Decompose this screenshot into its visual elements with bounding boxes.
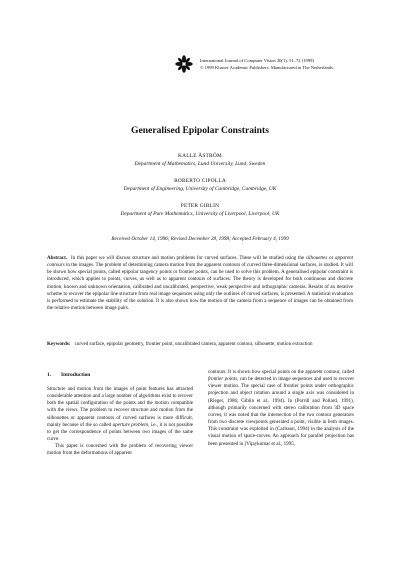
body-text: , i.e., it is not possible to get the correspondence of points between two images of the same curve. [47, 421, 193, 443]
abstract-text-1: In this paper we will discuss structure and motion problems for curved surfaces. These will be studied using the [71, 255, 306, 261]
body-column-left [47, 386, 193, 458]
author-name-3: PETER GIBLIN [180, 203, 220, 209]
author-name-1: KALLE ÅSTRÖM [178, 153, 222, 159]
journal-copyright: © 1999 Kluwer Academic Publishers. Manufactured in The Netherlands. [200, 64, 335, 70]
journal-header [200, 58, 334, 71]
section-number: 1. [47, 372, 52, 378]
author-affiliation-1: Department of Mathematics, Lund University, Lund, Sweden [134, 161, 266, 167]
kluwer-flower-icon [175, 55, 193, 73]
keywords-text: curved surface, epipolar geometry, frontier point, uncalibrated camera, apparent contour, silhouette, motion extraction [74, 341, 313, 347]
section-heading [47, 372, 90, 378]
author-affiliation-3: Department of Pure Mathematics, University of Liverpool, Liverpool, UK [120, 211, 280, 217]
author-name-2: ROBERTO CIPOLLA [174, 178, 226, 184]
abstract-label: Abstract. [47, 255, 68, 261]
body-text: Structure and motion from the images of point features has attracted considerable attention and a large number of algorithms exist to recover both the spatial configuration of the points and the motion compatible with the views. The problem to recover structure and motion from the silhouettes or apparent contours of curved surfaces is more difficult, mainly because of the so called [47, 386, 193, 428]
abstract-emphasis-silhouettes: silhouettes [305, 255, 328, 261]
body-text: contours. It is shown how special points on the apparent contour, called [208, 369, 354, 375]
body-text: , can be detected in image sequences and used to recover viewer motion. The special case of frontier points under orthographic projection and object rotation around a single axis was considered in (Rieger, 1986; Giblin et al., 1994). In (Porrill and Pollard, 1991), although primarily concerned with stereo calibration from 3D space curves, it was noted that the intersection of the two contour generators from two discrete viewpoints generated a point, visible in both images. This constraint was exploited in (Carlsson, 1994) in the analysis of the visual motion of space-curves. An approach for parallel projection has been presented in (Vijaykumar et al., 1995, [208, 376, 355, 447]
body-paragraph [208, 369, 354, 448]
abstract-emphasis-apparent-contours: apparent contours [47, 255, 353, 269]
body-text: This paper is concerned with the problem of recovering viewer motion from the deformations of apparent [47, 443, 193, 457]
abstract-text-2: or [327, 255, 335, 261]
body-emphasis-aperture-problem: aperture problem [112, 421, 148, 428]
keywords [47, 341, 353, 348]
abstract-text-3: in the images. The problem of determining camera motion from the apparent contours of curved three-dimensional surfaces, is studied. It will be shown how special points, called epipolar tangency points or frontier points, can be used to solve this problem. A generalised epipolar constraint is introduced, which applies to points, curves, as well as to apparent contours of surfaces. The theory is developed for both continuous and discrete motion, known and unknown orientation, calibrated and uncalibrated, perspective, weak perspective and orthographic cameras. Results of an iterative scheme to recover the epipolar line structure from real image sequences using only the outlines of curved surfaces, is presented. A statistical evaluation is performed to estimate the stability of the solution. It is also shown how the motion of the camera from a sequence of images can be obtained from the relative motion between image pairs. [47, 262, 353, 312]
body-paragraph [47, 443, 193, 457]
body-column-right [208, 369, 354, 448]
body-emphasis-frontier-points: frontier points [208, 376, 238, 383]
paper-title: Generalised Epipolar Constraints [131, 125, 269, 136]
received-dates: Received October 14, 1996; Revised December 28, 1998; Accepted February 4, 1999 [111, 236, 289, 242]
body-paragraph [47, 386, 193, 443]
section-title: Introduction [61, 372, 91, 378]
abstract [47, 255, 353, 312]
keywords-label: Keywords: [47, 341, 71, 347]
author-affiliation-2: Department of Engineering, University of Cambridge, Cambridge, UK [123, 186, 277, 192]
journal-citation: International Journal of Computer Vision 30(1), 51–72 (1999) [200, 58, 314, 63]
